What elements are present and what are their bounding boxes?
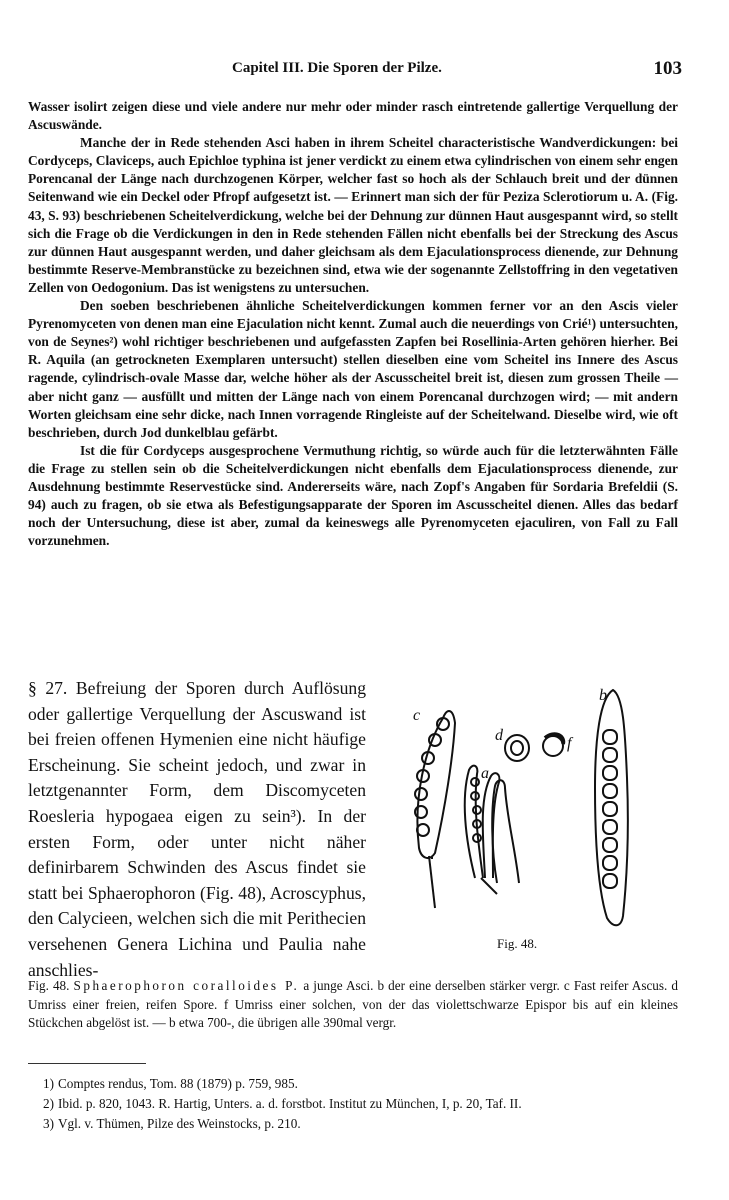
chapter-title: Capitel III. Die Sporen der Pilze. — [232, 60, 442, 76]
figure-label: Fig. 48. — [497, 936, 538, 951]
asci-drawing — [395, 678, 685, 948]
paragraph: Ist die für Cordyceps ausgesprochene Vermuthung richtig, so würde auch für die letzterwähnten Fälle die Frage zu stellen sein ob die Scheitelverdickungen nicht ebenfalls dem Ejaculationsprocess dienende, zur Ausdehnung bestimmte Reservestücke sind. Andererseits wäre, nach Zopf's Angaben für Sordaria Brefeldii (S. 94) auch zu fragen, ob sie etwa als Befestigungsapparate der Sporen im Ascusscheitel dienen. Alles das bedarf noch der Untersuchung, diese ist aber, zumal da keineswegs alle Pyrenomyceten ejaculiren, von Fall zu Fall vorzunehmen. — [28, 442, 678, 549]
caption-species: Sphaerophoron coralloides P. — [73, 978, 300, 993]
page-number: 103 — [653, 58, 682, 79]
section-number: § 27. — [28, 678, 68, 698]
figure-letter-c: c — [413, 707, 421, 724]
figure-48-illustration — [395, 678, 685, 968]
figure-letter-b: b — [599, 687, 607, 704]
paragraph-continued: Wasser isolirt zeigen diese und viele andere nur mehr oder minder rasch eintretende gallertige Verquellung der Ascuswände. — [28, 99, 678, 133]
paragraph: Den soeben beschriebenen ähnliche Scheitelverdickungen kommen ferner vor an den Ascis vieler Pyrenomyceten von denen man eine Ejaculation nicht kennt. Zumal auch die neuerdings von Crié¹) untersuchten, von de Seynes²) wohl richtiger beschriebenen und aufgefassten Zapfen bei Rosellinia-Arten gehören hierher. Bei R. Aquila (an getrockneten Exemplaren untersucht) stellen dieselben eine vom Scheitel ins Innere des Ascus ragende, cylindrisch-ovale Masse dar, welche höher als der Ascusscheitel breit ist, diesen zum grossen Theile — aber nicht ganz — ausfüllt und mitten der Länge nach von einem Porencanal durchzogen wird; — mit andern Worten gleichsam eine sehr dicke, nach Innen vorragende Ringleiste auf der Scheitelwand. Dieselbe wird, wie oft beschrieben, durch Jod dunkelblau gefärbt. — [28, 298, 678, 440]
footnote-divider — [28, 1063, 146, 1064]
caption-prefix: Fig. 48. — [28, 978, 70, 993]
footnote: 1) Comptes rendus, Tom. 88 (1879) p. 759, 985. — [43, 1076, 298, 1091]
paragraph: Manche der in Rede stehenden Asci haben in ihrem Scheitel characteristische Wandverdickungen: bei Cordyceps, Claviceps, auch Epichloe typhina ist jener verdickt zu einem etwa cylindrischen von einem sehr engen Porencanal der Länge nach durchzogenen Körper, welcher fast so hoch als der Schlauch breit und der dünnen Seitenwand wie ein Deckel oder Pfropf aufgesetzt ist. — Erinnert man sich der für Peziza Sclerotiorum u. A. (Fig. 43, S. 93) beschriebenen Scheitelverdickung, welche bei der Dehnung zur dünnen Haut ausgespannt wird, so stellt sich die Frage ob die Verdickungen in den in Rede stehenden Fällen nicht ebenfalls bei der Streckung des Ascus zur dünnen Haut ausgespannt werden, und daher gleichsam als dem Ejaculationsprocess dienende, zur Dehnung bestimmte Reserve-Membranstücke zu bezeichnen sind, etwa wie der sogenannte Zellstoffring in den vegetativen Zellen von Oedogonium. Das ist wenigstens zu untersuchen. — [28, 135, 678, 295]
figure-caption — [28, 977, 678, 1033]
section-text: Befreiung der Sporen durch Auflösung oder gallertige Verquellung der Ascuswand ist bei freien offenen Hymenien eine nicht häufige Erscheinung. Sie scheint jedoch, und zwar in letztgenannter Form, dem Discomyceten Roesleria hypogaea eigen zu sein³). In der ersten Form, oder unter nicht näher definirbarem Schwinden des Ascus findet sie statt bei Sphaerophoron (Fig. 48), Acroscyphus, den Calycieen, welchen sich die mit Perithecien versehenen Genera Lichina und Paulia nahe anschlies- — [28, 678, 367, 980]
running-header — [22, 56, 682, 86]
figure-letter-d: d — [495, 727, 503, 744]
footnotes — [28, 1074, 678, 1134]
main-text — [28, 98, 678, 550]
figure-letter-f: f — [567, 735, 572, 752]
caption-text: a junge Asci. b der eine derselben stärker vergr. c Fast reifer Ascus. d Umriss einer freien, reifen Spore. f Umriss einer solchen, von der das violettschwarze Epispor bis auf ein kleines Stückchen abgelöst ist. — b etwa 700-, die übrigen alle 390mal vergr. — [28, 978, 678, 1030]
section-27 — [28, 676, 366, 983]
figure-letter-a: a — [481, 765, 489, 782]
footnote: 2) Ibid. p. 820, 1043. R. Hartig, Unters. a. d. forstbot. Institut zu München, I, p. 20, Taf. II. — [43, 1096, 522, 1111]
footnote: 3) Vgl. v. Thümen, Pilze des Weinstocks, p. 210. — [43, 1116, 301, 1131]
